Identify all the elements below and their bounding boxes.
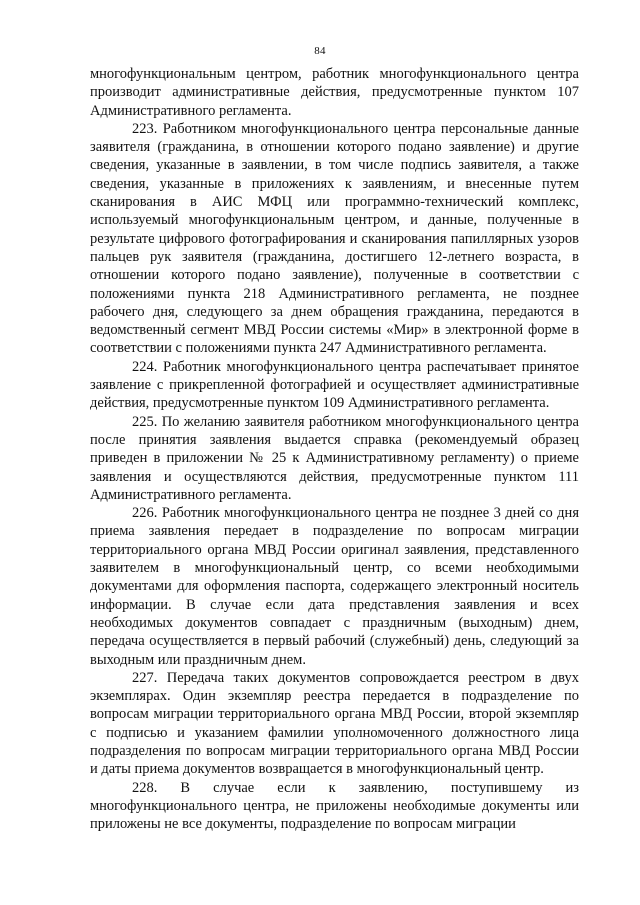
page-number: 84 — [314, 45, 326, 57]
document-body — [90, 65, 579, 833]
paragraph-228: 228. В случае если к заявлению, поступившему из многофункционального центра, не приложены необходимые документы или приложены не все документы, подразделение по вопросам миграции — [90, 779, 579, 833]
paragraph-226: 226. Работник многофункционального центра не позднее 3 дней со дня приема заявления передает в подразделение по вопросам миграции территориального органа МВД России оригинал заявления, представленного заявителем в многофункциональный центр, со всеми необходимыми документами для оформления паспорта, содержащего электронный носитель информации. В случае если дата представления заявления и всех необходимых документов совпадает с праздничным (выходным) днем, передача осуществляется в первый рабочий (служебный) день, следующий за выходным или праздничным днем. — [90, 505, 579, 668]
paragraph-continuation: многофункциональным центром, работник многофункционального центра производит административные действия, предусмотренные пунктом 107 Административного регламента. — [90, 66, 579, 119]
paragraph-227: 227. Передача таких документов сопровождается реестром в двух экземплярах. Один экземпляр реестра передается в подразделение по вопросам миграции территориального органа МВД России, второй экземпляр с подписью и указанием фамилии уполномоченного должностного лица подразделения по вопросам миграции территориального органа МВД России и даты приема документов возвращается в многофункциональный центр. — [90, 669, 579, 778]
paragraph-224: 224. Работник многофункционального центра распечатывает принятое заявление с прикрепленной фотографией и осуществляет административные действия, предусмотренные пунктом 109 Административного регламента. — [90, 358, 579, 412]
paragraph-223: 223. Работником многофункционального центра персональные данные заявителя (гражданина, в отношении которого подано заявление) и другие сведения, указанные в заявлении, в том числе подпись заявителя, а также сведения, указанные в приложениях к заявлениям, и внесенные путем сканирования в АИС МФЦ или программно-технический комплекс, используемый многофункциональным центром, и данные, полученные в результате цифрового фотографирования и сканирования папиллярных узоров пальцев рук заявителя (гражданина, достигшего 12-летнего возраста, в отношении которого подано заявление), полученные в соответствии с положениями пункта 218 Административного регламента, не позднее рабочего дня, следующего за днем обращения гражданина, передаются в ведомственный сегмент МВД России системы «Мир» в электронной форме в соответствии с положениями пункта 247 Административного регламента. — [90, 120, 579, 357]
paragraph-225: 225. По желанию заявителя работником многофункционального центра после принятия заявления выдается справка (рекомендуемый образец приведен в приложении № 25 к Административному регламенту) о приеме заявления и осуществляются действия, предусмотренные пунктом 111 Административного регламента. — [90, 413, 579, 503]
